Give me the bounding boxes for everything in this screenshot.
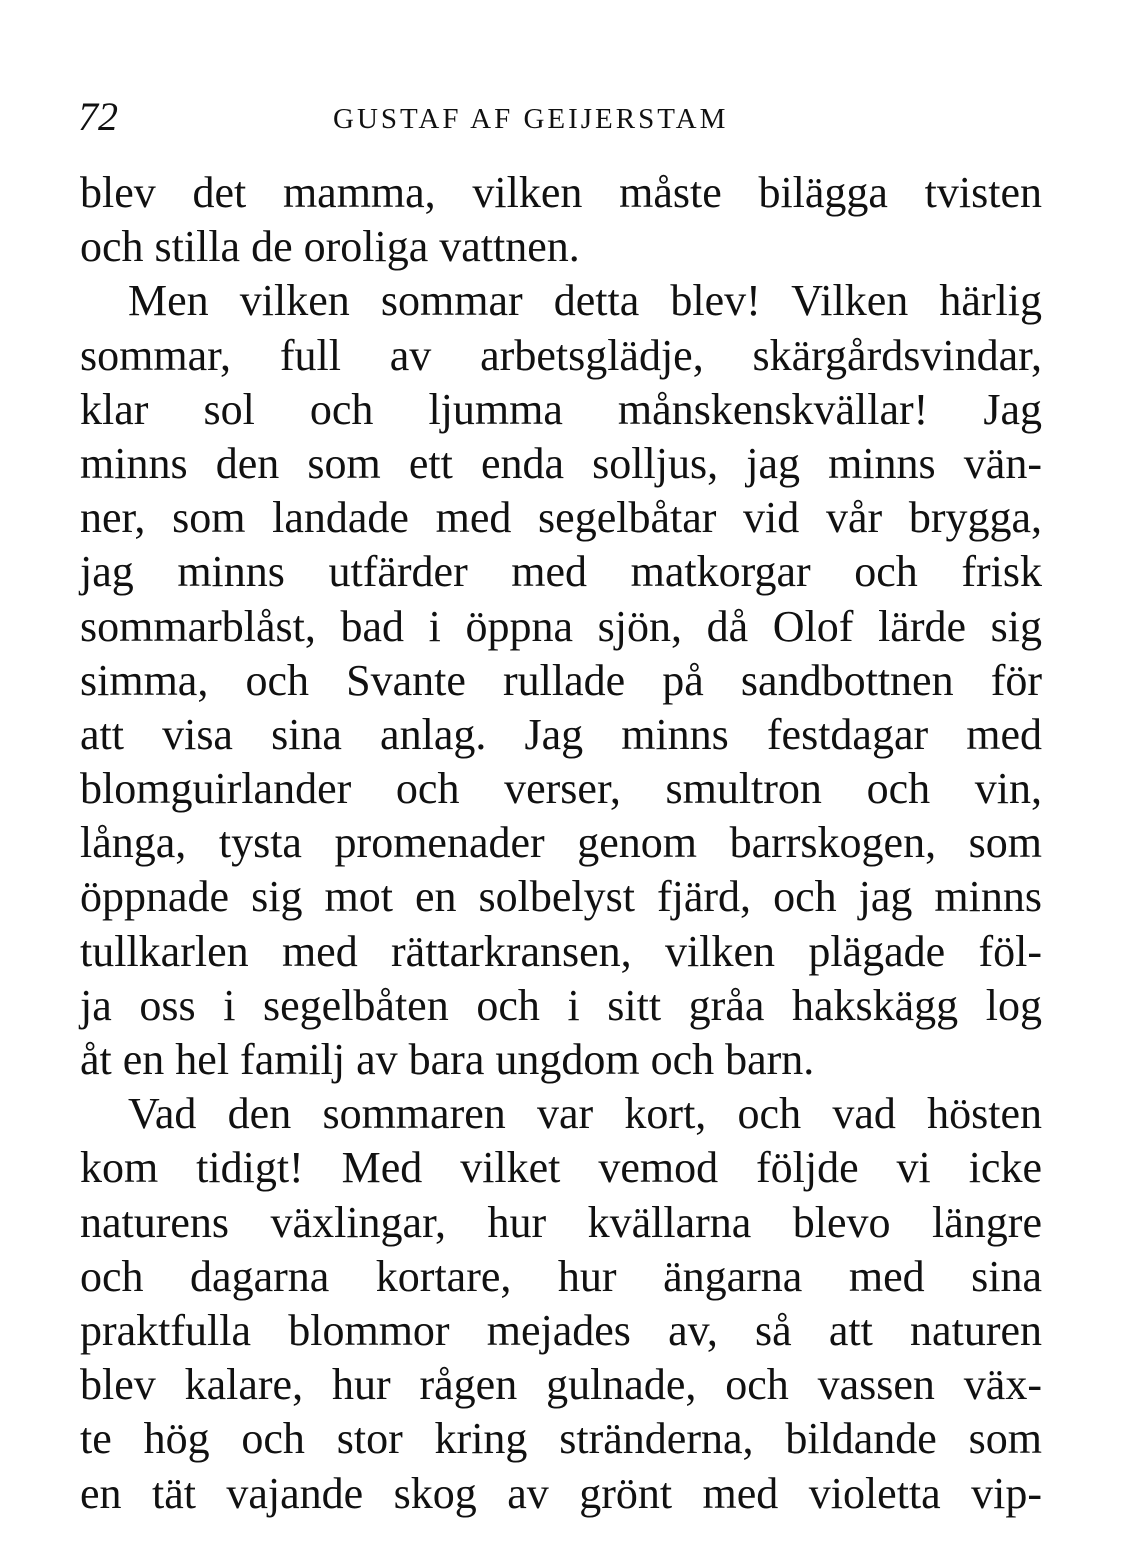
text-line: Men vilken sommar detta blev! Vilken härlig [128,276,1042,326]
text-line: Vad den sommaren var kort, och vad hösten [128,1089,1042,1139]
text-line: te hög och stor kring stränderna, bildande som [80,1414,1042,1464]
text-line: långa, tysta promenader genom barrskogen, som [80,818,1042,868]
text-line: praktfulla blommor mejades av, så att naturen [80,1305,1042,1355]
text-line: naturens växlingar, hur kvällarna blevo längre [80,1197,1042,1247]
text-line: ner, som landade med segelbåtar vid vår brygga, [80,493,1042,543]
text-line: simma, och Svante rullade på sandbottnen för [80,655,1042,705]
text-line: klar sol och ljumma månskenskvällar! Jag [80,384,1042,434]
running-title: GUSTAF AF GEIJERSTAM [333,103,729,135]
text-line: sommar, full av arbetsglädje, skärgårdsvindar, [80,330,1042,380]
page-number: 72 [78,94,118,139]
text-line: och dagarna kortare, hur ängarna med sina [80,1251,1042,1301]
text-line: blev kalare, hur rågen gulnade, och vassen väx- [80,1360,1042,1410]
text-line: blev det mamma, vilken måste bilägga tvisten [80,168,1042,217]
text-line: blomguirlander och verser, smultron och vin, [80,764,1042,814]
text-line: ja oss i segelbåten och i sitt gråa hakskägg log [80,980,1042,1030]
text-line: minns den som ett enda solljus, jag minns vän- [80,438,1042,488]
text-line: jag minns utfärder med matkorgar och frisk [80,547,1042,597]
text-line: åt en hel familj av bara ungdom och barn. [80,1035,815,1084]
text-line: en tät vajande skog av grönt med violetta vip- [80,1468,1042,1518]
text-line: tullkarlen med rättarkransen, vilken plägade föl- [80,926,1042,976]
text-line: kom tidigt! Med vilket vemod följde vi icke [80,1143,1042,1193]
text-line: sommarblåst, bad i öppna sjön, då Olof lärde sig [80,601,1042,651]
text-line: att visa sina anlag. Jag minns festdagar med [80,709,1042,759]
body-text [80,166,1042,1521]
text-line: och stilla de oroliga vattnen. [80,222,580,272]
running-head [78,92,1044,142]
text-line: öppnade sig mot en solbelyst fjärd, och jag minns [80,872,1042,922]
